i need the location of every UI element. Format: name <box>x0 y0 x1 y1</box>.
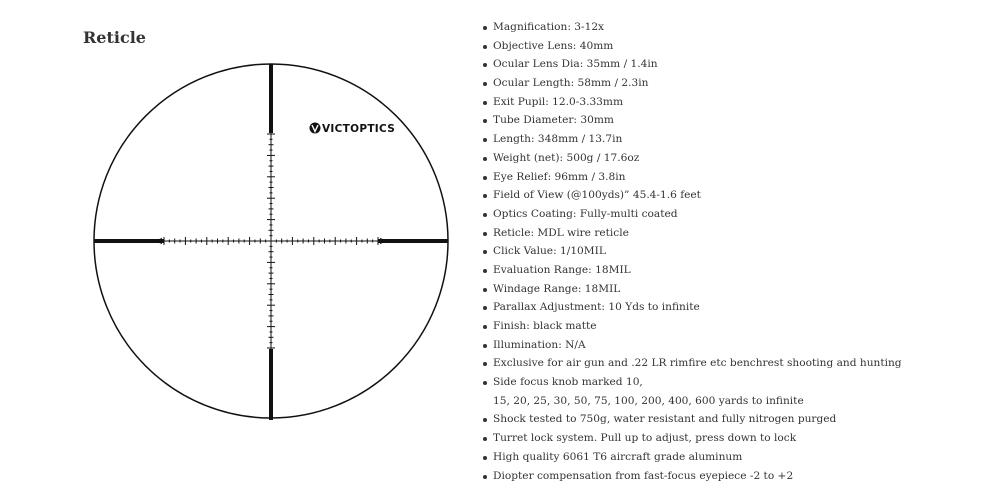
spec-text: Field of View (@100yds)” 45.4-1.6 feet <box>493 189 701 202</box>
spec-item <box>480 55 985 74</box>
spec-list <box>480 18 985 485</box>
bullet-icon <box>483 418 487 422</box>
bullet-icon <box>483 232 487 236</box>
reticle-brand: VICTOPTICS <box>322 123 396 135</box>
spec-item <box>480 74 985 93</box>
spec-item <box>480 317 985 336</box>
spec-text: Tube Diameter: 30mm <box>493 114 614 127</box>
spec-text: Objective Lens: 40mm <box>493 39 614 52</box>
bullet-icon <box>483 288 487 292</box>
spec-item <box>480 149 985 168</box>
spec-item <box>480 336 985 355</box>
bullet-icon <box>483 101 487 105</box>
bullet-icon <box>483 362 487 366</box>
spec-item <box>480 18 985 37</box>
bullet-icon <box>483 475 487 479</box>
spec-text: Finish: black matte <box>493 320 597 332</box>
bullet-icon <box>483 45 487 49</box>
spec-item <box>480 205 985 224</box>
spec-item-continuation <box>480 392 985 411</box>
spec-item <box>480 37 985 56</box>
spec-text: Weight (net): 500g / 17.6oz <box>493 151 640 164</box>
spec-item <box>480 410 985 429</box>
spec-item <box>480 448 985 467</box>
bullet-icon <box>483 306 487 310</box>
v-circle-logo-icon <box>310 123 321 134</box>
spec-text: Illumination: N/A <box>493 338 586 351</box>
spec-item <box>480 467 985 485</box>
bullet-icon <box>483 437 487 441</box>
spec-text: Reticle: MDL wire reticle <box>493 226 629 239</box>
spec-text: Side focus knob marked 10, <box>493 376 643 389</box>
spec-text: Magnification: 3-12x <box>493 21 605 33</box>
bullet-icon <box>483 63 487 67</box>
spec-item <box>480 186 985 205</box>
reticle-post-top <box>269 64 273 133</box>
bullet-icon <box>483 213 487 217</box>
reticle-arrow-right <box>380 238 388 244</box>
spec-item <box>480 111 985 130</box>
bullet-icon <box>483 456 487 460</box>
spec-item <box>480 242 985 261</box>
spec-text: Exclusive for air gun and .22 LR rimfire etc benchrest shooting and hunting <box>493 357 902 370</box>
bullet-icon <box>483 157 487 161</box>
bullet-icon <box>483 82 487 86</box>
spec-item <box>480 224 985 243</box>
bullet-icon <box>483 119 487 123</box>
spec-text: Turret lock system. Pull up to adjust, press down to lock <box>493 432 797 445</box>
spec-text: Eye Relief: 96mm / 3.8in <box>493 170 626 183</box>
bullet-icon <box>483 194 487 198</box>
spec-item <box>480 168 985 187</box>
reticle-post-bottom <box>269 349 273 420</box>
spec-text: Optics Coating: Fully-multi coated <box>493 207 678 220</box>
spec-text: Length: 348mm / 13.7in <box>493 133 623 146</box>
spec-text: Ocular Lens Dia: 35mm / 1.4in <box>493 58 658 71</box>
bullet-icon <box>483 325 487 329</box>
reticle-post-left <box>94 239 164 243</box>
spec-text: Parallax Adjustment: 10 Yds to infinite <box>493 301 700 314</box>
spec-item <box>480 280 985 299</box>
spec-item <box>480 354 985 373</box>
spec-item <box>480 130 985 149</box>
spec-item <box>480 261 985 280</box>
spec-text: High quality 6061 T6 aircraft grade aluminum <box>493 450 743 463</box>
reticle-arrow-left <box>154 238 162 244</box>
bullet-icon <box>483 269 487 273</box>
spec-text: Exit Pupil: 12.0-3.33mm <box>493 95 624 108</box>
section-title: Reticle <box>83 28 146 47</box>
spec-text: Diopter compensation from fast-focus eyepiece -2 to +2 <box>493 469 794 482</box>
bullet-icon <box>483 176 487 180</box>
spec-text: Windage Range: 18MIL <box>493 282 621 295</box>
spec-text: Evaluation Range: 18MIL <box>493 263 631 276</box>
reticle-diagram <box>82 62 462 432</box>
spec-text: Click Value: 1/10MIL <box>493 245 606 258</box>
bullet-icon <box>483 381 487 385</box>
spec-text: Shock tested to 750g, water resistant and fully nitrogen purged <box>493 413 837 426</box>
spec-text: 15, 20, 25, 30, 50, 75, 100, 200, 400, 600 yards to infinite <box>493 394 804 407</box>
bullet-icon <box>483 344 487 348</box>
reticle-post-right <box>378 239 448 243</box>
bullet-icon <box>483 26 487 30</box>
spec-text: Ocular Length: 58mm / 2.3in <box>493 77 649 90</box>
bullet-icon <box>483 138 487 142</box>
spec-item <box>480 93 985 112</box>
spec-item <box>480 298 985 317</box>
spec-item <box>480 373 985 392</box>
spec-item <box>480 429 985 448</box>
bullet-icon <box>483 250 487 254</box>
